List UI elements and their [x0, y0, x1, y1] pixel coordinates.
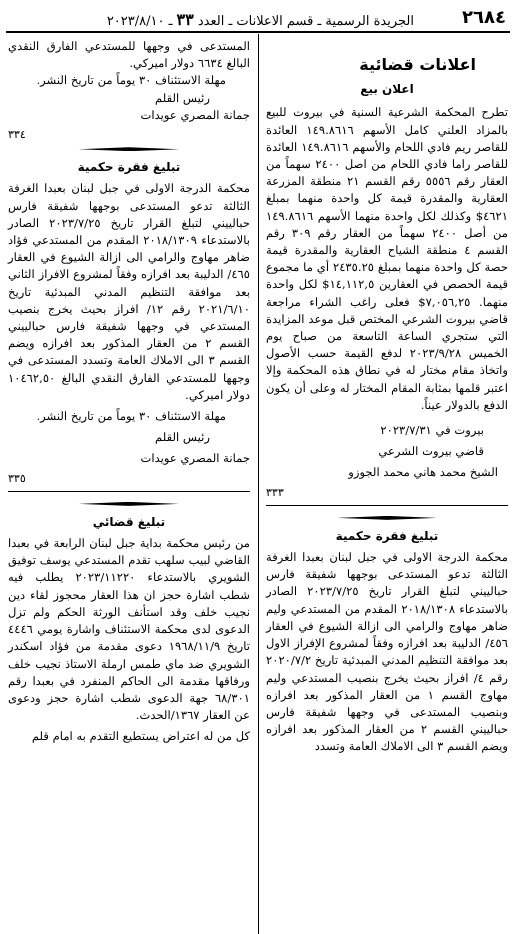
appeal-period: مهلة الاستئناف ٣٠ يوماً من تاريخ النشر. — [36, 73, 226, 88]
notice-number: ٣٣٤ — [8, 128, 26, 142]
ruling-body: محكمة الدرجة الاولى في جبل لبنان بعبدا الغرفة الثالثة تدعو المستدعى بوجهها شفيقة فارس حبالييني لتبلغ القرار تاريخ ٢٠٢٣/٧/٢٥ الصادر بالاستدعاء ٢٠١٨/١٣٠٨ المقدم من المستدعي وليم ضاهر مهاوج والرامي الى ازالة الشيوع في العقار ٤٥٦/ الدليبة بعد افرازه وفقاً لمشروع الإفراز الاول بعد موافقة التنظيم المدني المبدئية تاريخ ٢٠٢٠/٧/٢ رقم ٤/ افراز بحيث يخرج بنصيب المستدعي وليم مهاوج القسم ١ من العقار المذكور بعد افرازه وبنصيب المستدعى في وجهها شفيقة فارس حبالييني القسم ٢ من العقار المذكور بعد افرازه ويضم القسم ٣ الى الاملاك العامة وتسدد — [266, 550, 509, 754]
header-rule — [6, 31, 510, 33]
sale-place-date: بيروت في ٢٠٢٣/٧/٣١ — [380, 423, 484, 438]
judge-name: الشيخ محمد هاني محمد الجوزو — [348, 465, 498, 480]
continuation-text: المستدعى في وجهها للمستدعي الفارق النقدي البالغ ٦٦٣٤ دولار اميركي. — [8, 39, 250, 71]
ruling-heading: تبليغ فقرة حكمية — [335, 528, 439, 543]
left-column — [8, 38, 250, 746]
notice-body: من رئيس محكمة بداية جبل لبنان الرابعة في بعبدا القاضي لبيب سلهب تقدم المستدعي يوسف توفيق الشويري بالاستدعاء ٢٠٢٣/١١٢٢٠ يطلب فيه شطب اشارة حجز ان هذا العقار محجوز لقاء دين نجيب خلف وقد استأنف الورثة الحكم ولم تزل الدعوى لدى محكمة الاستئناف واشارة يومي ٤٤٤٦ تاريخ ١٩٦٨/١١/٩ دعوى مقدمة من فؤاد اسكندر الشويري ضد ماي طمس ارملة الاستاذ نجيب خلف ورفاقها مقدمة الى الحاكم المنفرد في بعبدا رقم ٦٨/٣٠١ جهة الدعوى شطب اشارة حجز ودعوى عن العقار ١٣٦٧/الحدث. — [8, 536, 250, 723]
section-rule — [266, 505, 508, 506]
ornament-separator — [8, 147, 250, 151]
ruling2-heading: تبليغ فقرة حكمية — [77, 160, 181, 175]
clerk-name: جمانة المصري عويدات — [140, 107, 250, 122]
header-date: ـ ٢٠٢٣/٨/١٠ — [106, 14, 173, 29]
sale-body: تطرح المحكمة الشرعية السنية في بيروت للبيع بالمزاد العلني كامل الأسهم ١٤٩.٨٦١٦ العائدة للقاصر ريم فادي اللحام والأسهم ١٤٩.٨٦١٦ العائدة للقاصر راما فادي اللحام من اصل ٢٤٠٠ سهماً من العقار رقم ٥٥٥٦ رقم القسم ٢١ منطقة المزرعة العقارية والمقدرة قيمة كل واحدة منهما بمبلغ ٤٦٢١$ وكذلك لكل واحدة منهما الأسهم ١٤٩.٨٦١٦ من أصل ٢٤٠٠ سهماً من العقار رقم ٣٠٩ رقم القسم ٤ منطقة الشياح العقارية والمقدرة قيمة حصة كل واحدة منهما بمبلغ ٢٤٣٥.٢٥ أي ما مجموع قيمة الحصص في العقارين ١٤,١١٢,٥$ لكل واحدة منهما. ٧,٠٥٦,٢٥$ فعلى راغب الشراء مراجعة قاضي بيروت الشرعي المختص قبل موعد المزايدة التي ستجري الساعة التاسعة من صباح يوم الخميس ٢٠٢٣/٩/٢٨ لدفع القيمة حسب الأصول واتخاذ مقام مختار له في نطاق هذه المحكمة وإلا اعتبر قلمها بمثابة المقام المختار له وعلى أن يكون الدفع بالدولار عيناً. — [266, 105, 509, 412]
ornament-separator — [8, 502, 250, 506]
notice-last-line: كل من له اعتراض يستطيع التقدم به امام قلم — [31, 729, 250, 744]
right-column — [266, 38, 508, 756]
ruling2-body: محكمة الدرجة الاولى في جبل لبنان بعبدا الغرفة الثالثة تدعو المستدعى بوجهها شفيقة فارس حبالييني لتبلغ القرار تاريخ ٢٠٢٣/٧/٢٥ الصادر بالاستدعاء ٢٠١٨/١٣٠٩ المقدم من المستدعي فؤاد ضاهر مهاوج والرامي الى ازالة الشيوع في العقار ٤٦٥/ الدليبة بعد افرازه وفقاً لمشروع الافراز الثاني بعد موافقة التنظيم المدني المبدئية تاريخ ٢٠٢١/٦/١٠ رقم ١٢/ افراز بحيث يخرج بنصيب المستدعي في وجهها شفيقة فارس حبالييني القسم ٢ من العقار المذكور بعد افرازه ويضم القسم ٣ الى الاملاك العامة وتسدد المستدعى في وجهها للمستدعي الفارق النقدي البالغ ١٠٤٦٢,٥٠ دولار اميركي. — [8, 181, 250, 402]
issue-number: ٣٣ — [176, 10, 194, 29]
ornament-separator — [266, 516, 508, 520]
notice-number: ٣٣٥ — [8, 471, 26, 485]
clerk-title: رئيس القلم — [155, 430, 210, 445]
section-rule — [8, 491, 250, 492]
clerk-title: رئيس القلم — [155, 90, 210, 105]
appeal-period: مهلة الاستئناف ٣٠ يوماً من تاريخ النشر. — [36, 409, 226, 424]
section-title: اعلانات قضائية — [359, 55, 476, 74]
column-divider — [258, 34, 259, 934]
judge-title: قاضي بيروت الشرعي — [378, 444, 484, 459]
sale-heading: اعلان بيع — [360, 82, 414, 97]
clerk-name: جمانة المصري عويدات — [140, 451, 250, 466]
notice-heading: تبليغ قضائي — [92, 514, 166, 529]
gazette-title: الجريدة الرسمية ـ قسم الاعلانات ـ العدد — [197, 14, 414, 29]
page-header — [6, 6, 510, 32]
header-title — [107, 10, 414, 29]
notice-number: ٣٣٣ — [266, 485, 284, 499]
page-number: ٢٦٨٤ — [462, 7, 506, 28]
